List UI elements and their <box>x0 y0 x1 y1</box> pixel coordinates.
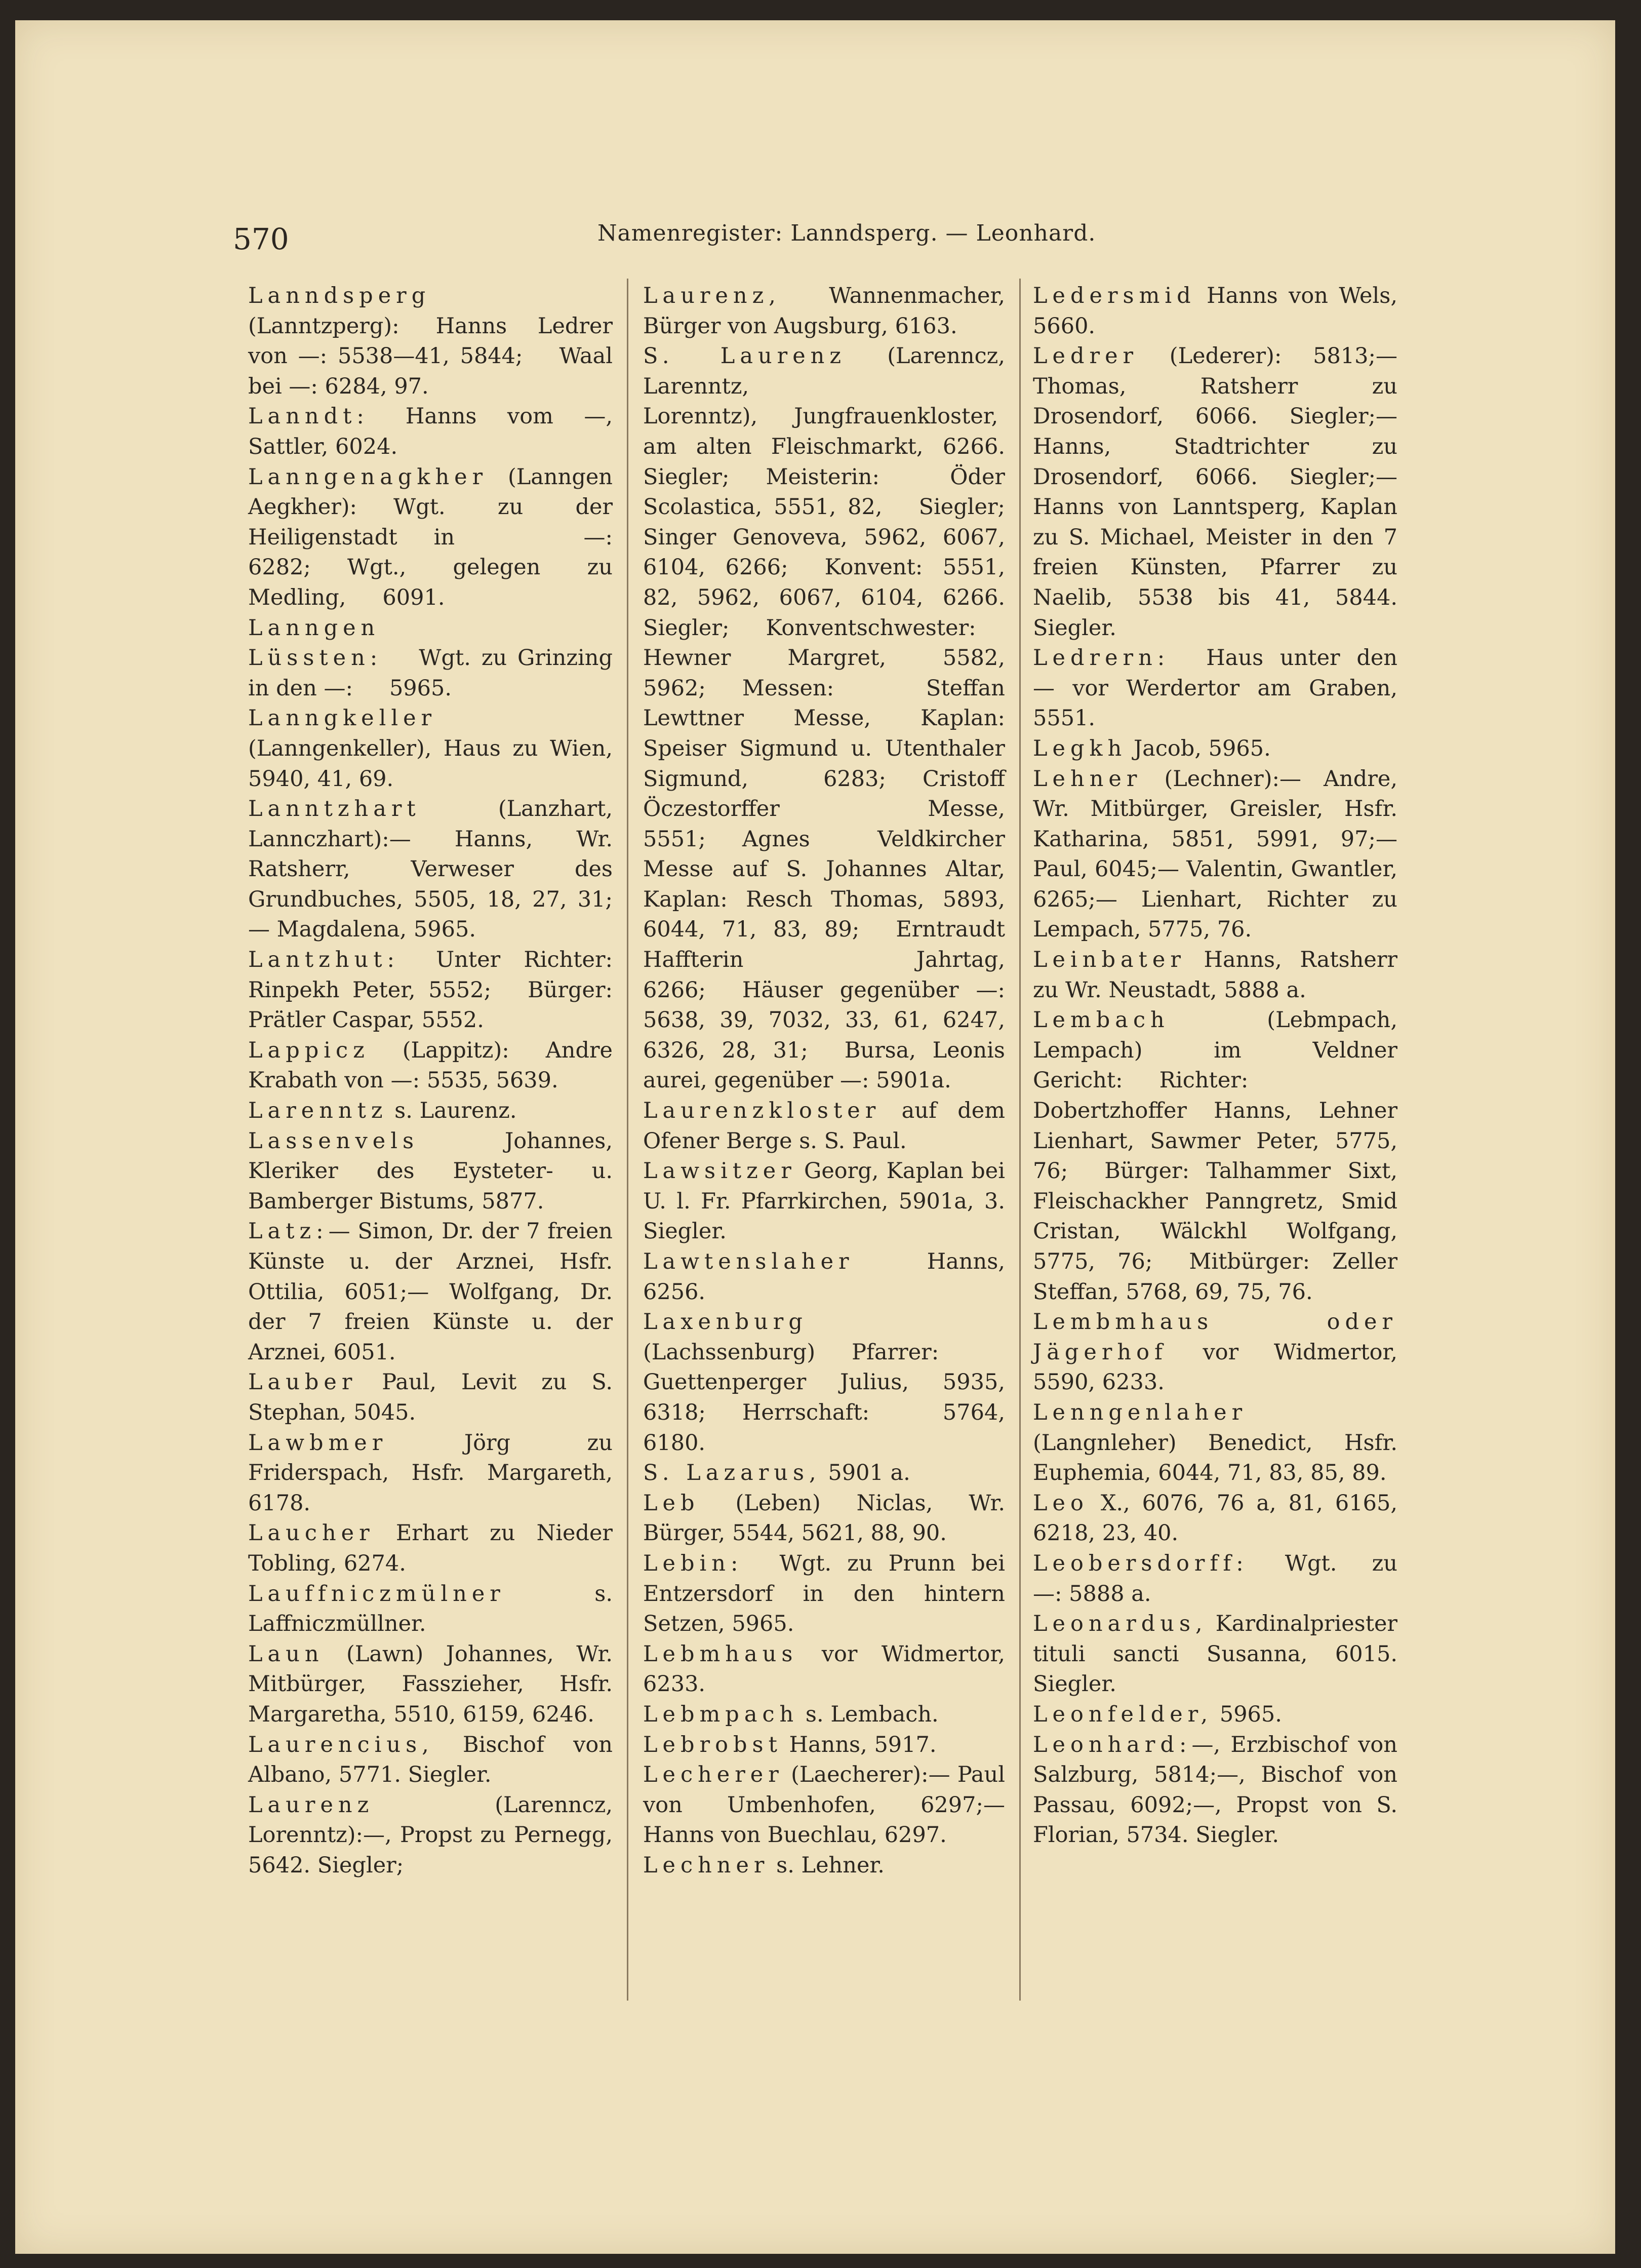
entry-head <box>643 1732 937 1757</box>
index-entry <box>248 945 613 1036</box>
entry-subline: — Paul von Umbenhofen, 6297; <box>643 1762 1005 1818</box>
entry-head <box>643 1309 815 1365</box>
entry-keyword: Lanngen Lüssten: <box>248 615 383 671</box>
entry-subline: —, Propst von S. Florian, 5734. Siegler. <box>1033 1792 1397 1848</box>
entry-keyword: Lawsitzer <box>643 1158 796 1184</box>
entry-text: (Lappitz): <box>369 1037 509 1063</box>
index-column-2 <box>643 281 1005 1881</box>
entry-subline: Mitbürger: Zeller Steffan, 5768, 69, 75, 76. <box>1033 1249 1397 1305</box>
entry-text: Kardinalpriester tituli sancti Susanna, 6015. Siegler. <box>1033 1611 1397 1697</box>
entry-text: vor Widmertor, 6233. <box>643 1641 1005 1697</box>
entry-subline: —, Erzbischof von Salzburg, 5814; <box>1033 1732 1397 1788</box>
entry-head <box>248 1641 613 1727</box>
index-entry <box>643 1489 1005 1549</box>
index-entry <box>248 1790 613 1881</box>
column-rule-2 <box>1019 279 1021 2001</box>
entry-keyword: Lembmhaus oder Jägerhof <box>1033 1309 1397 1365</box>
entry-keyword: Lauffniczmülner <box>248 1581 505 1607</box>
entry-head <box>248 1219 329 1244</box>
entry-head <box>248 1732 613 1788</box>
entry-head <box>1033 1309 1397 1395</box>
index-entry <box>1033 1609 1397 1700</box>
entry-head <box>1033 947 1397 1003</box>
entry-text: Hanns von Wels, 5660. <box>1033 283 1397 339</box>
entry-subline: Häuser gegenüber —: 5638, 39, 7032, 33, 61, 6247, 6326, 28, 31; <box>643 977 1005 1063</box>
entry-subline: in —: 6282; <box>248 524 613 580</box>
entry-keyword: Laurenz <box>248 1792 374 1818</box>
entry-text: Hanns, 5917. <box>782 1732 937 1757</box>
page-number: 570 <box>233 222 289 256</box>
entry-text: (Lanntzperg): <box>248 313 399 339</box>
entry-subline: Konvent: 5551, 82, 5962, 6067, 6104, 6266. Siegler; <box>643 555 1005 641</box>
entry-keyword: Laucher <box>248 1520 375 1546</box>
entry-text: Jörg zu Friderspach, Hsfr. Margareth, 6178. <box>248 1430 613 1516</box>
entry-head <box>1033 1732 1191 1757</box>
entry-keyword: Lebrobst <box>643 1732 782 1757</box>
entry-subline: Erntraudt Haffterin Jahrtag, 6266; <box>643 917 1005 1003</box>
entry-subline: Bürger: Talhammer Sixt, Fleischackher Panngretz, Smid Cristan, Wälckhl Wolfgang, 5775, 76; <box>1033 1158 1397 1274</box>
entry-subline: Wgt. zu Grinzing in den —: <box>248 645 613 701</box>
entry-subline: — Lienhart, Richter zu Lempach, 5775, 76. <box>1033 886 1397 943</box>
index-entry <box>643 1730 1005 1761</box>
entry-keyword: Lebmhaus <box>643 1641 798 1667</box>
entry-text: (Lanngenkeller), Haus zu Wien, 5940, 41, 69. <box>248 735 613 792</box>
entry-keyword: Lehner <box>1033 766 1142 792</box>
index-entry <box>643 1549 1005 1639</box>
entry-head <box>1033 343 1376 369</box>
index-entry <box>1033 281 1397 341</box>
entry-head <box>643 1249 1005 1305</box>
entry-keyword: Lanntzhart <box>248 796 421 822</box>
entry-subline: — Thomas, Ratsherr zu Drosendorf, 6066. Siegler; <box>1033 343 1397 429</box>
entry-subline: — Hanns, Wr. Ratsherr, Verweser des Grundbuches, 5505, 18, 27, 31; <box>248 826 613 912</box>
entry-text: s. Laffniczmüllner. <box>248 1581 613 1637</box>
entry-text: 5965. <box>1213 1701 1282 1727</box>
entry-head <box>248 947 399 972</box>
entry-subline: Hanns vom —, Sattler, 6024. <box>248 404 613 459</box>
entry-subline: — Magdalena, 5965. <box>248 917 476 943</box>
entry-keyword: Lembach <box>1033 1007 1170 1033</box>
index-entry <box>1033 1489 1397 1549</box>
entry-text: Jacob, 5965. <box>1127 735 1271 761</box>
index-entry <box>643 1700 1005 1730</box>
index-entry <box>248 1036 613 1096</box>
entry-text: auf dem Ofener Berge s. S. Paul. <box>643 1098 1005 1154</box>
entry-text: (Leben) Niclas, Wr. Bürger, 5544, 5621, 88, 90. <box>643 1490 1005 1546</box>
entry-keyword: Legkh <box>1033 735 1127 761</box>
entry-subline: — Paul, 6045; <box>1033 826 1397 882</box>
index-entry <box>643 341 1005 1096</box>
entry-head <box>643 1460 910 1485</box>
entry-keyword: Laun <box>248 1641 324 1667</box>
index-entry <box>248 281 613 402</box>
entry-head <box>1033 645 1170 671</box>
entry-text: Wannenmacher, Bürger von Augsburg, 6163. <box>643 283 1005 339</box>
entry-subline: — Valentin, Gwantler, 6265; <box>1033 856 1397 912</box>
entry-subline: — Hanns von Buechlau, 6297. <box>643 1792 1005 1848</box>
entry-subline: —, Propst zu Pernegg, 5642. Siegler; <box>248 1822 613 1878</box>
entry-text: Paul, Levit zu S. Stephan, 5045. <box>248 1370 613 1425</box>
index-entry <box>248 1096 613 1126</box>
entry-keyword: Lanndt: <box>248 404 369 429</box>
entry-text: 5901 a. <box>821 1460 910 1486</box>
index-entry <box>1033 1307 1397 1398</box>
index-entry <box>643 1851 1005 1881</box>
entry-head <box>248 1038 509 1063</box>
index-entry <box>1033 1730 1397 1851</box>
entry-subline: Bursa, Leonis aurei, gegenüber —: 5901a. <box>643 1037 1005 1093</box>
index-entry <box>248 1639 613 1730</box>
entry-text: Hanns, Ratsherr zu Wr. Neustadt, 5888 a. <box>1033 947 1397 1003</box>
entry-keyword: Lantzhut: <box>248 947 399 973</box>
entry-text: (Langnleher) Benedict, Hsfr. Euphemia, 6044, 71, 83, 85, 89. <box>1033 1430 1397 1486</box>
entry-head <box>248 1128 613 1214</box>
entry-keyword: Leinbater <box>1033 947 1186 973</box>
entry-subline: — Andre, Wr. Mitbürger, Greisler, Hsfr. Katharina, 5851, 5991, 97; <box>1033 766 1397 852</box>
entry-keyword: Leobersdorff: <box>1033 1550 1249 1576</box>
index-entry <box>1033 764 1397 946</box>
entry-subline: —, Bischof von Passau, 6092; <box>1033 1762 1397 1818</box>
entry-subline: — Wolfgang, Dr. der 7 freien Künste u. der Arznei, 6051. <box>248 1279 613 1365</box>
entry-keyword: Ledersmid <box>1033 283 1196 308</box>
entry-keyword: Laurenz, <box>643 283 781 308</box>
entry-subline: Hanns Ledrer von —: 5538 <box>248 313 613 369</box>
entry-text: (Lanzhart, Lannczhart): <box>248 796 613 852</box>
entry-subline: — Hanns, Stadtrichter zu Drosendorf, 6066. Siegler; <box>1033 404 1397 490</box>
entry-text: vor Widmertor, 5590, 6233. <box>1033 1339 1397 1395</box>
index-entry <box>1033 1398 1397 1489</box>
entry-text: Hanns, 6256. <box>643 1249 1005 1305</box>
entry-head <box>248 1520 613 1576</box>
entry-text: Erhart zu Nieder Tobling, 6274. <box>248 1520 613 1576</box>
entry-subline: — Hanns von Lanntsperg, Kaplan zu S. Michael, Meister in den 7 freien Künsten, Pfarrer zu Naelib, 5538 bis 41, 5844. Siegler. <box>1033 464 1397 641</box>
entry-head <box>248 615 382 671</box>
entry-head <box>248 1581 613 1637</box>
entry-keyword: Lawtenslaher <box>643 1249 854 1274</box>
index-entry <box>643 1458 1005 1489</box>
entry-head <box>643 283 1005 339</box>
entry-head <box>1033 1491 1397 1546</box>
index-entry <box>248 1217 613 1367</box>
index-entry <box>1033 734 1397 764</box>
index-entry <box>643 1639 1005 1700</box>
entry-subline: Haus unter den — vor Werdertor am Graben, 5551. <box>1033 645 1397 731</box>
entry-text: (Lawn) Johannes, Wr. Mitbürger, Fasszieher, Hsfr. Margaretha, 5510, 6159, 6246. <box>248 1641 613 1727</box>
index-entry <box>643 1760 1005 1851</box>
entry-subline: Wgt. zu der Heiligenstadt <box>248 494 613 550</box>
entry-subline: Jungfrauenkloster, am alten Fleischmarkt, 6266. Siegler; <box>643 404 1005 490</box>
index-entry <box>643 1156 1005 1247</box>
entry-subline: Waal bei —: 6284, 97. <box>248 343 613 399</box>
entry-subline: Unter Richter: Rinpekh Peter, 5552; <box>248 947 613 1003</box>
entry-text: Bischof von Albano, 5771. Siegler. <box>248 1732 613 1788</box>
index-entry <box>248 1518 613 1579</box>
index-column-3 <box>1033 281 1397 1851</box>
entry-text: (Lanngen Aegkher): <box>248 464 613 520</box>
entry-head <box>1033 1551 1249 1576</box>
entry-head <box>643 1551 743 1576</box>
entry-keyword: Larenntz <box>248 1098 388 1124</box>
entry-head <box>643 1641 1005 1697</box>
entry-head <box>248 1370 613 1425</box>
entry-keyword: Lappicz <box>248 1037 370 1063</box>
index-entry <box>248 703 613 794</box>
index-entry <box>643 1307 1005 1458</box>
entry-subline: Pfarrer: Guettenperger Julius, 5935, 6318; <box>643 1339 1005 1425</box>
entry-keyword: Laurencius, <box>248 1732 434 1757</box>
entry-head <box>643 1158 1005 1244</box>
entry-keyword: Leb <box>643 1490 700 1516</box>
entry-subline: Siegler; Singer Genoveva, 5962, 6067, 6104, 6266; <box>643 494 1005 580</box>
entry-keyword: Latz: <box>248 1219 329 1244</box>
column-rule-1 <box>627 279 628 2001</box>
index-entry <box>248 1126 613 1217</box>
index-entry <box>643 281 1005 341</box>
index-entry <box>1033 341 1397 643</box>
index-entry <box>1033 643 1397 734</box>
index-column-1 <box>248 281 613 1881</box>
entry-subline: Bürger: Prätler Caspar, 5552. <box>248 977 613 1033</box>
entry-head <box>1033 736 1271 761</box>
entry-keyword: Lanngkeller <box>248 706 437 731</box>
entry-keyword: S. Laurenz <box>643 343 847 369</box>
entry-keyword: Lassenvels <box>248 1128 419 1154</box>
entry-subline: Richter: Dobertzhoffer Hanns, Lehner Lienhart, Sawmer Peter, 5775, 76; <box>1033 1068 1397 1184</box>
index-entry <box>248 1367 613 1428</box>
entry-subline: Konventschwester: Hewner Margret, 5582, 5962; <box>643 615 1005 701</box>
entry-keyword: Lawbmer <box>248 1430 388 1456</box>
entry-subline: Wgt., gelegen zu Medling, <box>248 555 613 610</box>
entry-text: (Laecherer): <box>783 1762 929 1788</box>
entry-subline: — Simon, Dr. der 7 freien Künste u. der Arznei, Hsfr. Ottilia, 6051; <box>248 1219 613 1305</box>
entry-head <box>248 1430 613 1516</box>
entry-subline: Herrschaft: 5764, 6180. <box>643 1399 1005 1456</box>
entry-keyword: Lebmpach <box>643 1701 799 1727</box>
entry-head <box>643 1098 1005 1154</box>
entry-keyword: Lechner <box>643 1852 770 1878</box>
entry-keyword: Leonhard: <box>1033 1732 1192 1757</box>
entry-subline: Andre Krabath von —: 5535, 5639. <box>248 1037 613 1093</box>
index-entry <box>1033 1549 1397 1609</box>
index-entry <box>1033 945 1397 1005</box>
entry-head <box>643 1491 1005 1546</box>
entry-subline: —41, 5844; <box>393 343 523 369</box>
book-page <box>15 20 1615 2254</box>
entry-keyword: Ledrer <box>1033 343 1139 369</box>
index-entry <box>248 462 613 613</box>
entry-head <box>1033 1400 1397 1485</box>
entry-text: s. Laurenz. <box>387 1098 517 1124</box>
entry-text: (Lachssenburg) <box>643 1339 816 1365</box>
index-entry <box>248 402 613 462</box>
entry-subline: Wgt. zu Prunn bei Entzersdorf in den hintern Setzen, 5965. <box>643 1550 1005 1637</box>
entry-head <box>643 1853 885 1878</box>
entry-head <box>643 1702 939 1727</box>
entry-head <box>1033 1611 1397 1697</box>
entry-text: (Lebmpach, Lempach) im Veldner Gericht: <box>1033 1007 1397 1093</box>
entry-subline: Cristoff Öczestorffer Messe, 5551; <box>643 766 1005 852</box>
running-head: Namenregister: Lanndsperg. — Leonhard. <box>597 220 1096 246</box>
entry-keyword: Lenngenlaher <box>1033 1399 1248 1425</box>
entry-keyword: Lanndsperg <box>248 283 431 308</box>
entry-subline: 5965. <box>389 675 452 701</box>
entry-subline: Wgt. zu —: 5888 a. <box>1033 1550 1397 1607</box>
entry-subline: Agnes Veldkircher Messe auf S. Johannes Altar, Kaplan: Resch Thomas, 5893, 6044, 71, 83, 89; <box>643 826 1005 943</box>
index-entry <box>248 613 613 704</box>
entry-head <box>643 1762 929 1787</box>
entry-keyword: S. Lazarus, <box>643 1460 821 1486</box>
index-entry <box>1033 1005 1397 1307</box>
entry-text: Johannes, Kleriker des Eysteter- u. Bamberger Bistums, 5877. <box>248 1128 613 1214</box>
entry-keyword: Leo <box>1033 1490 1089 1516</box>
index-entry <box>248 1428 613 1519</box>
entry-text: X., 6076, 76 a, 81, 6165, 6218, 23, 40. <box>1033 1490 1397 1546</box>
entry-keyword: Lanngenagkher <box>248 464 488 490</box>
entry-keyword: Lauber <box>248 1370 357 1395</box>
entry-head <box>1033 283 1397 339</box>
entry-head <box>1033 766 1279 792</box>
index-entry <box>1033 1700 1397 1730</box>
entry-keyword: Lecherer <box>643 1762 784 1788</box>
entry-text: (Lechner): <box>1142 766 1279 792</box>
entry-keyword: Ledrern: <box>1033 645 1170 671</box>
entry-text: s. Lembach. <box>798 1701 939 1727</box>
entry-head <box>1033 1702 1282 1727</box>
entry-subline: Meisterin: Öder Scolastica, 5551, 82, <box>643 464 1005 520</box>
entry-head <box>248 706 613 791</box>
entry-keyword: Lebin: <box>643 1550 743 1576</box>
entry-text: (Larenncz, Larenntz, Lorenntz), <box>643 343 1005 429</box>
entry-keyword: Leonardus, <box>1033 1611 1208 1637</box>
entry-text: s. Lehner. <box>769 1852 885 1878</box>
entry-subline: Messen: Steffan Lewttner Messe, Kaplan: Speiser Sigmund u. Utenthaler Sigmund, 6283; <box>643 675 1005 792</box>
entry-head <box>248 1098 517 1123</box>
entry-keyword: Leonfelder, <box>1033 1701 1213 1727</box>
entry-keyword: Laurenzkloster <box>643 1098 881 1124</box>
index-entry <box>248 794 613 945</box>
entry-text: (Larenncz, Lorenntz): <box>248 1792 613 1848</box>
index-entry <box>643 1096 1005 1156</box>
index-entry <box>643 1247 1005 1307</box>
index-entry <box>248 1730 613 1790</box>
entry-text: Georg, Kaplan bei U. l. Fr. Pfarrkirchen, 5901a, 3. Siegler. <box>643 1158 1005 1244</box>
entry-keyword: Laxenburg <box>643 1309 808 1335</box>
entry-head <box>248 404 369 429</box>
index-entry <box>248 1579 613 1639</box>
entry-subline: 6091. <box>382 584 445 610</box>
entry-text: (Lederer): 5813; <box>1138 343 1376 369</box>
